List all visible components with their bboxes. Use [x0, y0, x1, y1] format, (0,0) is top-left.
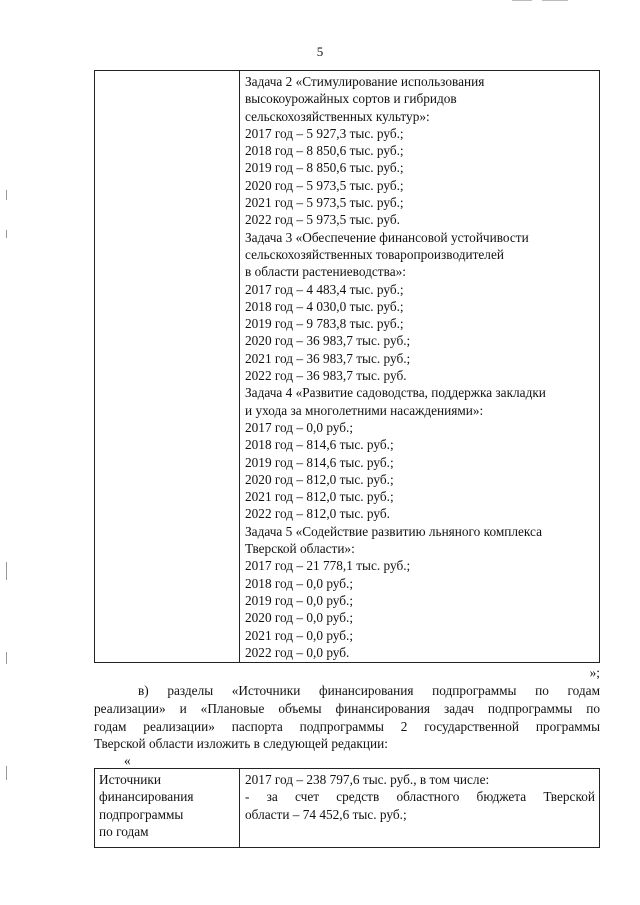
- table-line: 2019 год – 0,0 руб.;: [245, 592, 354, 608]
- closing-quote-mark: »;: [589, 665, 600, 680]
- table-line: 2021 год – 0,0 руб.;: [245, 627, 354, 643]
- scan-mark: [512, 0, 532, 1]
- table-line: сельскохозяйственных культур»:: [245, 108, 430, 124]
- table-line: 2017 год – 5 927,3 тыс. руб.;: [245, 125, 404, 141]
- table-line: 2019 год – 8 850,6 тыс. руб.;: [245, 160, 404, 176]
- table-line: Задача 2 «Стимулирование использования: [245, 74, 485, 89]
- table-line: Задача 4 «Развитие садоводства, поддержка закладки: [245, 385, 546, 401]
- section-value-line: области – 74 452,6 тыс. руб.;: [245, 806, 407, 822]
- table-line: 2019 год – 814,6 тыс. руб.;: [245, 454, 394, 470]
- table-line: 2018 год – 8 850,6 тыс. руб.;: [245, 143, 404, 159]
- margin-ticks: [6, 0, 10, 905]
- paragraph-line: реализации» и «Плановые объемы финансирования задач подпрограммы по: [94, 700, 600, 716]
- table-line: в области растениеводства»:: [245, 264, 406, 280]
- table-line: 2020 год – 0,0 руб.;: [245, 610, 354, 626]
- table-line: 2022 год – 36 983,7 тыс. руб.: [245, 368, 407, 384]
- table-line: 2018 год – 814,6 тыс. руб.;: [245, 437, 394, 453]
- table-line: 2020 год – 812,0 тыс. руб.;: [245, 471, 394, 487]
- scan-mark: [542, 0, 568, 1]
- table-line: Задача 3 «Обеспечение финансовой устойчивости: [245, 229, 529, 245]
- section-name-cell: [99, 771, 235, 840]
- opening-quote-mark: «: [124, 753, 131, 768]
- table-line: сельскохозяйственных товаропроизводителей: [245, 246, 504, 262]
- table-line: 2017 год – 4 483,4 тыс. руб.;: [245, 281, 404, 297]
- section-name-line: Источники: [99, 772, 161, 787]
- section-name-line: подпрограммы: [99, 806, 184, 822]
- table-line: 2018 год – 0,0 руб.;: [245, 575, 354, 591]
- table-line: 2022 год – 5 973,5 тыс. руб.: [245, 212, 400, 228]
- table-column-divider: [239, 769, 240, 847]
- table-line: 2018 год – 4 030,0 тыс. руб.;: [245, 298, 404, 314]
- section-name-line: по годам: [99, 823, 149, 839]
- table-line: Задача 5 «Содействие развитию льняного комплекса: [245, 523, 542, 539]
- table-cell-content: [245, 73, 595, 661]
- section-value-cell: [245, 771, 595, 823]
- table-line: высокоурожайных сортов и гибридов: [245, 91, 457, 107]
- table-line: 2017 год – 0,0 руб.;: [245, 419, 354, 435]
- table-line: 2022 год – 812,0 тыс. руб.: [245, 506, 390, 522]
- table-line: 2022 год – 0,0 руб.: [245, 644, 350, 660]
- paragraph-line: годам реализации» паспорта подпрограммы 2 государственной программы: [94, 718, 600, 734]
- table-column-divider: [239, 71, 240, 662]
- new-edition-table: [94, 768, 600, 848]
- section-value-line: 2017 год – 238 797,6 тыс. руб., в том числе:: [245, 772, 490, 787]
- table-line: 2021 год – 812,0 тыс. руб.;: [245, 489, 394, 505]
- table-line: 2020 год – 36 983,7 тыс. руб.;: [245, 333, 411, 349]
- table-line: Тверской области»:: [245, 541, 355, 557]
- table-line: 2021 год – 5 973,5 тыс. руб.;: [245, 195, 404, 211]
- page-number: 5: [316, 44, 324, 59]
- continuation-table: [94, 70, 600, 663]
- table-line: и ухода за многолетними насаждениями»:: [245, 402, 484, 418]
- paragraph-line: в) разделы «Источники финансирования подпрограммы по годам: [138, 683, 600, 698]
- table-line: 2019 год – 9 783,8 тыс. руб.;: [245, 316, 404, 332]
- table-line: 2021 год – 36 983,7 тыс. руб.;: [245, 350, 411, 366]
- amendment-paragraph: [94, 682, 600, 753]
- paragraph-line: Тверской области изложить в следующей редакции:: [94, 736, 388, 752]
- section-value-line: - за счет средств областного бюджета Тверской: [245, 789, 595, 805]
- table-line: 2017 год – 21 778,1 тыс. руб.;: [245, 558, 411, 574]
- section-name-line: финансирования: [99, 789, 194, 805]
- table-line: 2020 год – 5 973,5 тыс. руб.;: [245, 177, 404, 193]
